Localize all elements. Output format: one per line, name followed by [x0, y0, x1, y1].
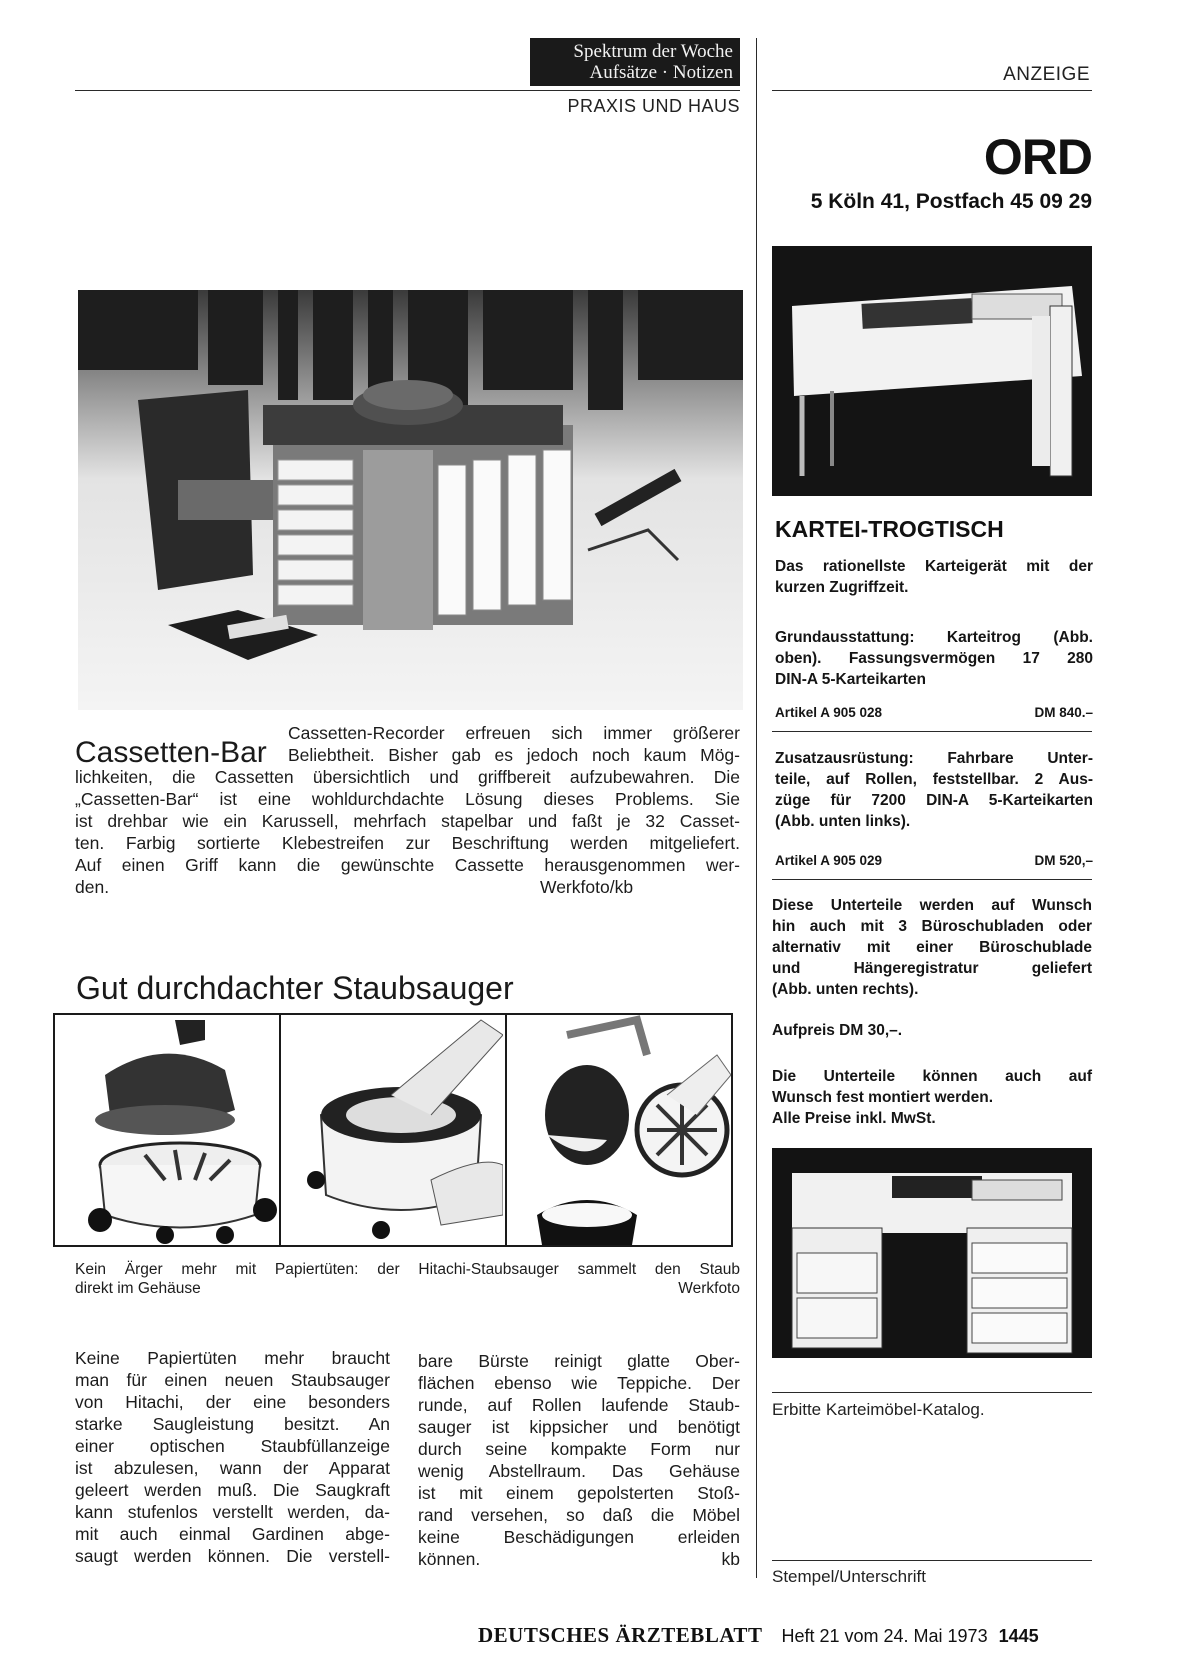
ad-zusatz: [775, 748, 1093, 832]
ad-line: Grundausstattung: Karteitrog (Abb.: [775, 629, 1093, 646]
ad-line: (Abb. unten rechts).: [772, 981, 919, 998]
page-number: 1445: [998, 1626, 1039, 1646]
article2-line: keine Beschädigungen erleiden: [418, 1527, 740, 1547]
kicker: PRAXIS UND HAUS: [567, 96, 740, 116]
ad-item-1: [775, 705, 1093, 720]
ad-line: Zusatzausrüstung: Fahrbare Unter-: [775, 750, 1093, 767]
vacuum-photo-3: [507, 1015, 731, 1245]
ad-item-2: [775, 853, 1093, 868]
ad-line: Diese Unterteile werden auf Wunsch: [772, 897, 1092, 914]
article2-line: sauger ist kippsicher und benötigt: [418, 1417, 740, 1437]
header-rule-right: [772, 90, 1092, 91]
ad-fest: [772, 1066, 1092, 1129]
article2-line: saugt werden können. Die verstell-: [75, 1546, 390, 1566]
header-rule-left: [75, 90, 740, 91]
article2-line: ist abzulesen, wann der Apparat: [75, 1458, 390, 1478]
article2-line: Keine Papiertüten mehr braucht: [75, 1348, 390, 1368]
ad-rule: [772, 731, 1092, 732]
article1-line: den.: [75, 877, 110, 897]
cassette-bar-headline: Cassetten-Bar: [75, 736, 267, 769]
column-divider: [756, 38, 757, 1578]
article2-line: flächen ebenso wie Teppiche. Der: [418, 1373, 740, 1393]
ad-line: teile, auf Rollen, feststellbar. 2 Aus-: [775, 771, 1093, 788]
vacuum-caption-line-2: direkt im Gehäuse: [75, 1280, 201, 1297]
article2-line: bare Bürste reinigt glatte Ober-: [418, 1351, 740, 1371]
article1-line: Cassetten-Recorder erfreuen sich immer größerer: [288, 723, 740, 743]
ad-line: oben). Fassungsvermögen 17 280: [775, 650, 1093, 667]
ad-rule: [772, 879, 1092, 880]
article1-line: Beliebtheit. Bisher gab es jedoch noch kaum Mög-: [288, 745, 740, 765]
section-label: [530, 38, 740, 86]
ord-logo: ORD: [983, 129, 1092, 185]
article2-column-1: [75, 1347, 390, 1567]
catalog-request: Erbitte Karteimöbel-Katalog.: [772, 1400, 985, 1419]
vacuum-caption-credit: Werkfoto: [678, 1280, 740, 1297]
stamp-label: Stempel/Unterschrift: [772, 1567, 926, 1586]
article2-line: können.: [418, 1549, 481, 1569]
item-1-price: DM 840.–: [1034, 705, 1093, 720]
section-line-2: Aufsätze · Notizen: [589, 62, 733, 83]
article2-last-line: [418, 1548, 740, 1570]
article1-line: Auf einen Griff kann die gewünschte Cassette herausgenommen wer-: [75, 855, 740, 875]
ad-aufpreis: Aufpreis DM 30,–.: [772, 1022, 903, 1039]
item-2-article: Artikel A 905 029: [775, 853, 883, 868]
article2-line: einer optischen Staubfüllanzeige: [75, 1436, 390, 1456]
ad-line: Alle Preise inkl. MwSt.: [772, 1110, 936, 1127]
vacuum-photo-1: [55, 1015, 277, 1245]
desk-photo-bottom: [772, 1148, 1092, 1358]
ad-line: kurzen Zugriffzeit.: [775, 579, 909, 596]
article1-credit: Werkfoto/kb: [540, 877, 634, 897]
vacuum-caption-line-1: Kein Ärger mehr mit Papiertüten: der Hitachi-Staubsauger sammelt den Staub: [75, 1261, 740, 1278]
catalog-rule: [772, 1392, 1092, 1393]
article2-line: geleert werden muß. Die Saugkraft: [75, 1480, 390, 1500]
ad-line: DIN-A 5-Karteikarten: [775, 671, 927, 688]
article2-line: mit auch einmal Gardinen abge-: [75, 1524, 390, 1544]
ad-line: und Hängeregistratur geliefert: [772, 960, 1092, 977]
ad-line: alternativ mit einer Büroschublade: [772, 939, 1092, 956]
anzeige-label: ANZEIGE: [1003, 64, 1090, 85]
article1-line: ist drehbar wie ein Karussell, mehrfach stapelbar und faßt je 32 Casset-: [75, 811, 740, 831]
footer: [478, 1623, 1039, 1648]
ad-line: Wunsch fest montiert werden.: [772, 1089, 994, 1106]
stamp-rule: [772, 1560, 1092, 1561]
ad-line: züge für 7200 DIN-A 5-Karteikarten: [775, 792, 1093, 809]
section-line-1: Spektrum der Woche: [573, 41, 733, 62]
article2-line: man für einen neuen Staubsauger: [75, 1370, 390, 1390]
ord-address: 5 Köln 41, Postfach 45 09 29: [810, 190, 1092, 213]
ad-intro: [775, 556, 1093, 598]
article1-line: ten. Farbig sortierte Klebestreifen zur Beschriftung werden mitgeliefert.: [75, 833, 740, 853]
article1-line: lichkeiten, die Cassetten übersichtlich und griffbereit aufzubewahren. Die: [75, 767, 740, 787]
ad-line: (Abb. unten links).: [775, 813, 911, 830]
ad-line: hin auch mit 3 Büroschubladen oder: [772, 918, 1092, 935]
item-2-price: DM 520,–: [1034, 853, 1093, 868]
ad-grundausstattung: [775, 627, 1093, 690]
article2-credit: kb: [721, 1549, 740, 1569]
vacuum-headline: Gut durchdachter Staubsauger: [76, 970, 514, 1006]
article2-line: wenig Abstellraum. Das Gehäuse: [418, 1461, 740, 1481]
article2-line: rand versehen, so daß die Möbel: [418, 1505, 740, 1525]
vacuum-photo-2: [281, 1015, 503, 1245]
item-1-article: Artikel A 905 028: [775, 705, 883, 720]
ad-title: KARTEI-TROGTISCH: [775, 516, 1004, 542]
ad-line: Das rationellste Karteigerät mit der: [775, 558, 1093, 575]
ad-unterteile: [772, 895, 1092, 1000]
article2-line: kann stufenlos verstellt werden, da-: [75, 1502, 390, 1522]
article2-column-2: [418, 1350, 740, 1570]
article2-line: starke Saugleistung besitzt. An: [75, 1414, 390, 1434]
cassette-bar-photo: [78, 290, 743, 710]
article2-line: runde, auf Rollen laufende Staub-: [418, 1395, 740, 1415]
magazine-name: DEUTSCHES ÄRZTEBLATT: [478, 1623, 763, 1647]
article1-line: „Cassetten-Bar“ ist eine wohldurchdachte Lösung dieses Problems. Sie: [75, 789, 740, 809]
ad-line: Die Unterteile können auch auf: [772, 1068, 1092, 1085]
issue-info: Heft 21 vom 24. Mai 1973: [781, 1626, 988, 1646]
article2-line: durch seine kompakte Form nur: [418, 1439, 740, 1459]
vacuum-photo-strip: [53, 1013, 733, 1247]
article2-line: ist mit einem gepolsterten Stoß-: [418, 1483, 740, 1503]
desk-photo-top: [772, 246, 1092, 496]
article2-line: von Hitachi, der eine besonders: [75, 1392, 390, 1412]
